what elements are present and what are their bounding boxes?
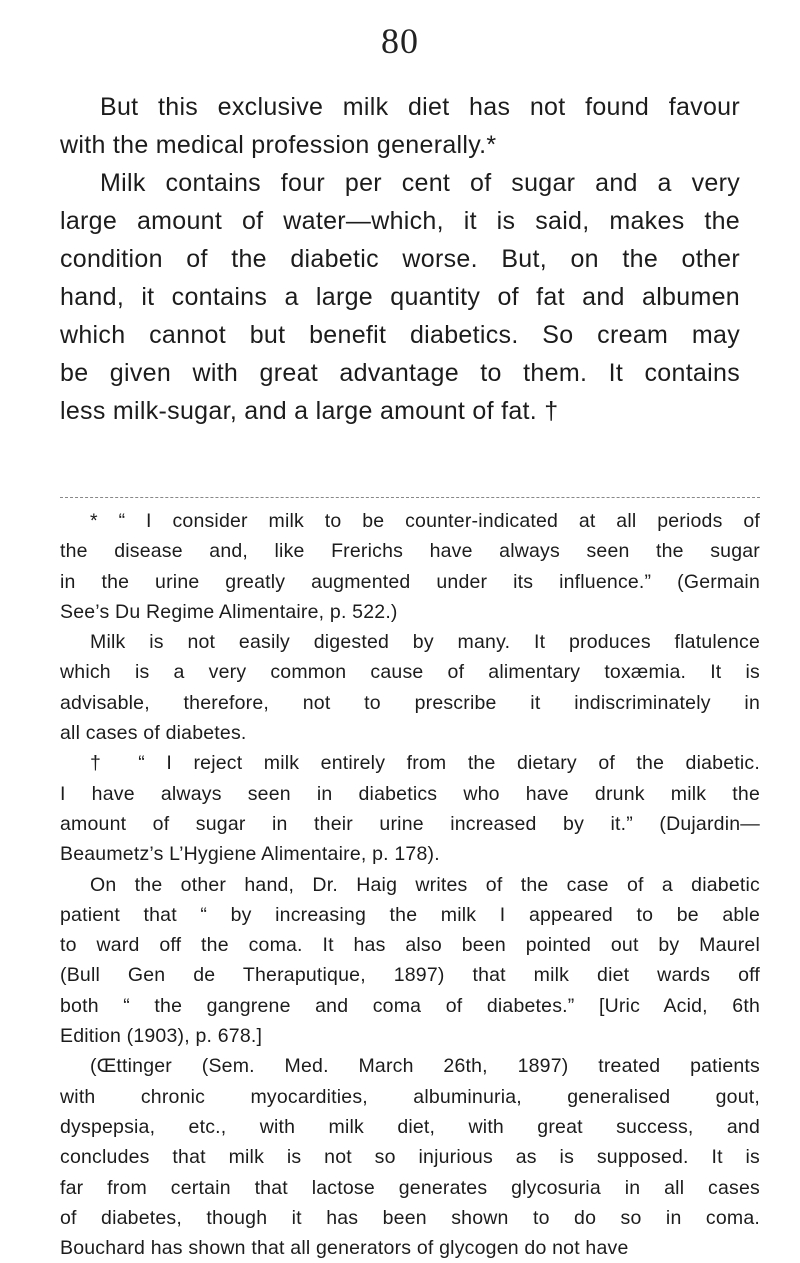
main-body-text [60, 88, 740, 430]
footnote-line: patient that “ by increasing the milk I appeared to be able [60, 903, 760, 926]
footnote-line: both “ the gangrene and coma of diabetes.” [Uric Acid, 6th [60, 994, 760, 1017]
footnote-line: amount of sugar in their urine increased by it.” (Dujardin— [60, 812, 760, 835]
footnote-line: Beaumetz’s L’Hygiene Alimentaire, p. 178). [60, 843, 440, 866]
footnote-line: On the other hand, Dr. Haig writes of the case of a diabetic [90, 873, 760, 896]
footnote-line: Milk is not easily digested by many. It produces flatulence [90, 631, 760, 654]
footnote-line: all cases of diabetes. [60, 722, 247, 745]
body-line: with the medical profession generally.* [60, 131, 497, 159]
body-line: hand, it contains a large quantity of fat and albumen [60, 283, 740, 311]
body-line: less milk-sugar, and a large amount of fat. † [60, 397, 559, 425]
footnote-line: (Bull Gen de Theraputique, 1897) that milk diet wards off [60, 964, 760, 987]
footnote-line: Edition (1903), p. 678.] [60, 1025, 263, 1048]
footnote-line: with chronic myocardities, albuminuria, generalised gout, [60, 1085, 760, 1108]
body-line: which cannot but benefit diabetics. So cream may [60, 321, 740, 349]
footnote-line: dyspepsia, etc., with milk diet, with great success, and [60, 1115, 760, 1138]
footnote-divider [60, 497, 760, 498]
footnote-line: * “ I consider milk to be counter-indicated at all periods of [90, 510, 760, 532]
footnote-line: † “ I reject milk entirely from the dietary of the diabetic. [90, 752, 760, 775]
footnotes [60, 506, 760, 1263]
body-line: large amount of water—which, it is said, makes the [60, 207, 740, 235]
body-line: be given with great advantage to them. It contains [60, 359, 740, 387]
footnote-line: Bouchard has shown that all generators of glycogen do not have [60, 1237, 629, 1260]
footnote-line: which is a very common cause of alimentary toxæmia. It is [60, 661, 760, 684]
body-line: But this exclusive milk diet has not found favour [100, 93, 740, 121]
footnote-line: concludes that milk is not so injurious as is supposed. It is [60, 1146, 760, 1169]
body-line: condition of the diabetic worse. But, on the other [60, 245, 740, 273]
page-number: 80 [381, 21, 419, 61]
footnote-line: See’s Du Regime Alimentaire, p. 522.) [60, 600, 398, 623]
footnote-line: (Œttinger (Sem. Med. March 26th, 1897) treated patients [90, 1055, 760, 1078]
footnote-line: the disease and, like Frerichs have always seen the sugar [60, 540, 760, 563]
footnote-line: to ward off the coma. It has also been pointed out by Maurel [60, 934, 760, 957]
footnote-line: in the urine greatly augmented under its influence.” (Germain [60, 570, 760, 593]
footnote-line: I have always seen in diabetics who have drunk milk the [60, 782, 760, 805]
footnote-line: of diabetes, though it has been shown to do so in coma. [60, 1206, 760, 1229]
footnote-line: far from certain that lactose generates glycosuria in all cases [60, 1176, 760, 1199]
footnote-line: advisable, therefore, not to prescribe it indiscriminately in [60, 691, 760, 714]
body-line: Milk contains four per cent of sugar and a very [100, 169, 740, 197]
